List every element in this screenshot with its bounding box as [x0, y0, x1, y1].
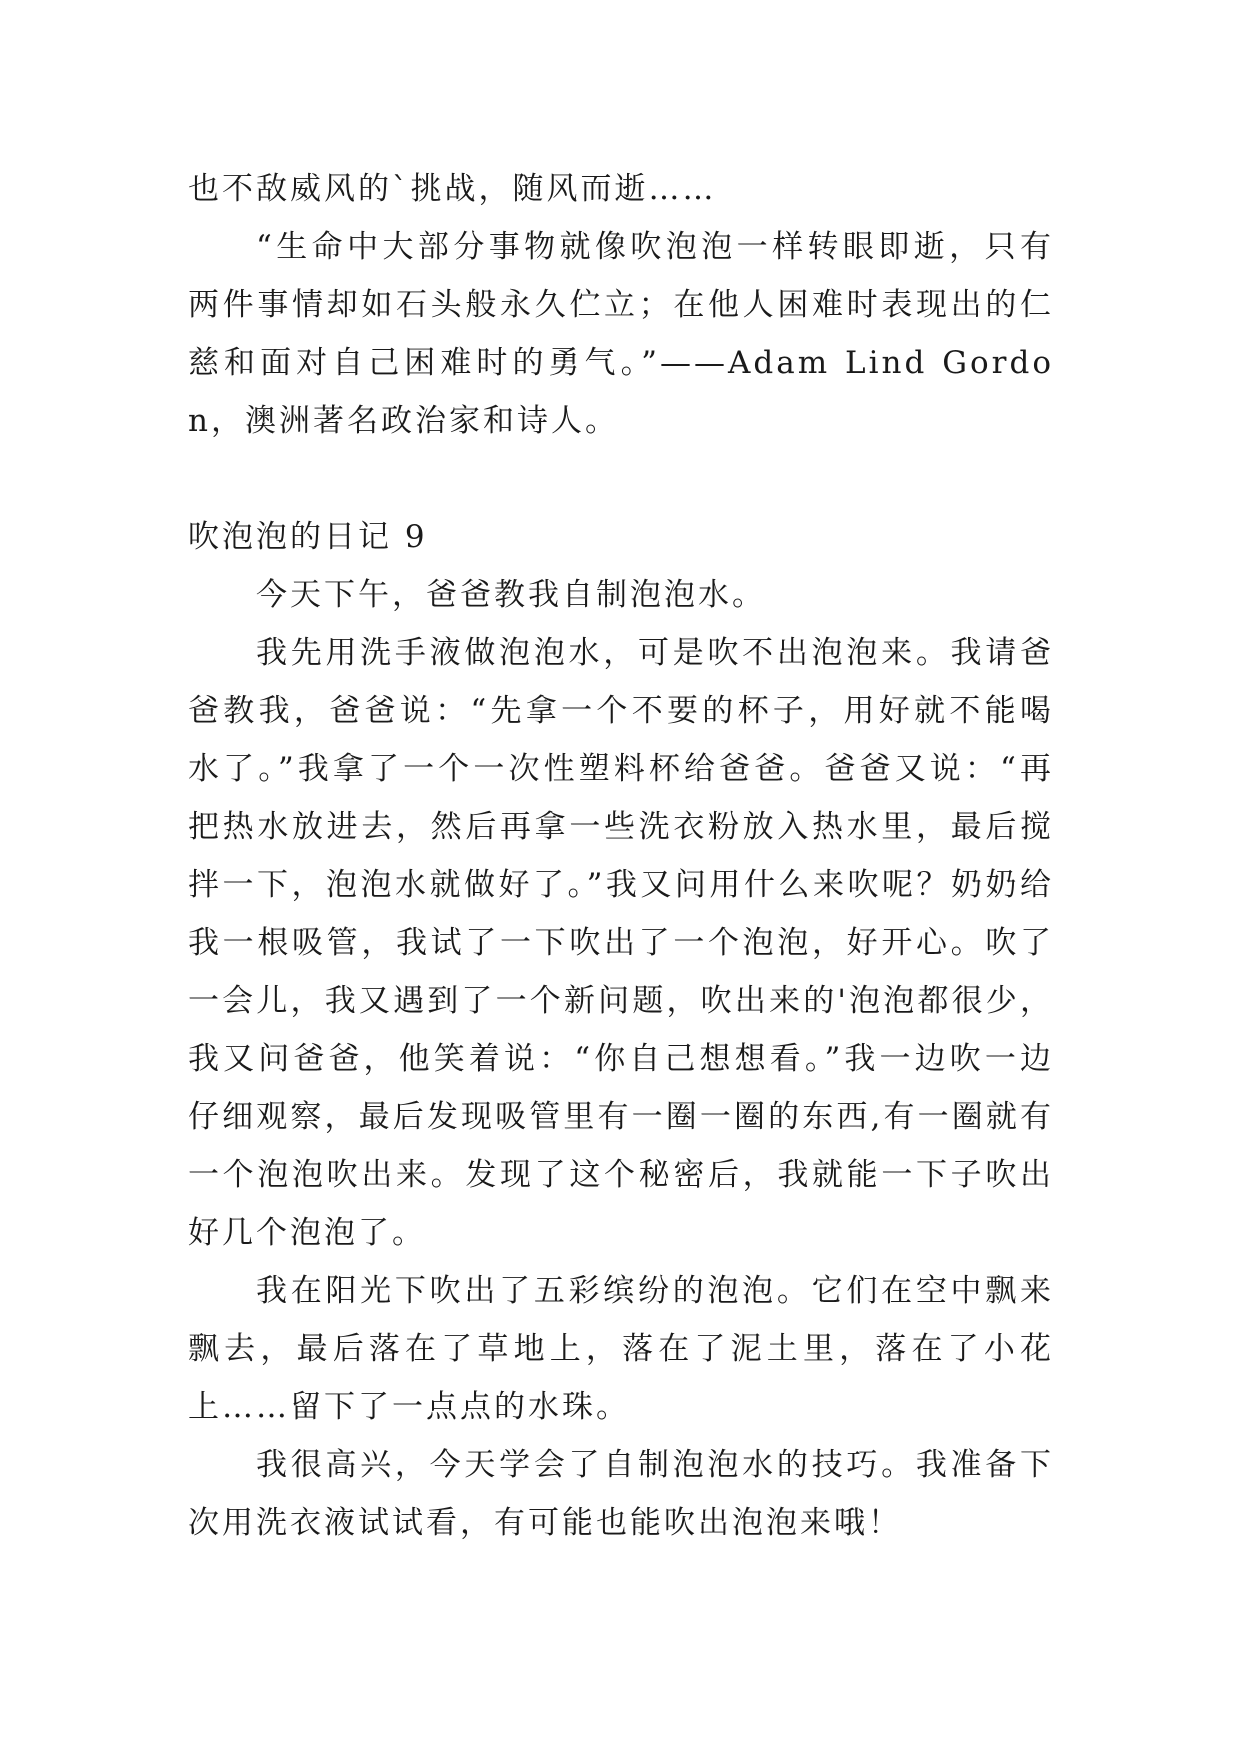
- section-gap: [188, 450, 1054, 508]
- continuation-paragraph: 也不敌威风的`挑战，随风而逝……: [188, 171, 717, 207]
- diary-title: 吹泡泡的日记 9: [188, 519, 428, 555]
- body-paragraph: 我在阳光下吹出了五彩缤纷的泡泡。它们在空中飘来飘去，最后落在了草地上，落在了泥土里，落在了小花上……留下了一点点的水珠。: [188, 1273, 1054, 1425]
- body-paragraph: 我先用洗手液做泡泡水，可是吹不出泡泡来。我请爸爸教我，爸爸说：“先拿一个不要的杯子，用好就不能喝水了。”我拿了一个一次性塑料杯给爸爸。爸爸又说：“再把热水放进去，然后再拿一些洗衣粉放入热水里，最后搅拌一下，泡泡水就做好了。”我又问用什么来吹呢？奶奶给我一根吸管，我试了一下吹出了一个泡泡，好开心。吹了一会儿，我又遇到了一个新问题，吹出来的'泡泡都很少，我又问爸爸，他笑着说：“你自己想想看。”我一边吹一边仔细观察，最后发现吸管里有一圈一圈的东西,有一圈就有一个泡泡吹出来。发现了这个秘密后，我就能一下子吹出好几个泡泡了。: [188, 635, 1054, 1251]
- quote-paragraph: “生命中大部分事物就像吹泡泡一样转眼即逝，只有两件事情却如石头般永久伫立；在他人困难时表现出的仁慈和面对自己困难时的勇气。”——Adam Lind Gordon，澳洲著名政治家和诗人。: [188, 229, 1054, 439]
- body-paragraph: 今天下午，爸爸教我自制泡泡水。: [256, 577, 766, 613]
- body-paragraph: 我很高兴，今天学会了自制泡泡水的技巧。我准备下次用洗衣液试试看，有可能也能吹出泡泡来哦！: [188, 1447, 1054, 1541]
- document-body: [188, 160, 1054, 1552]
